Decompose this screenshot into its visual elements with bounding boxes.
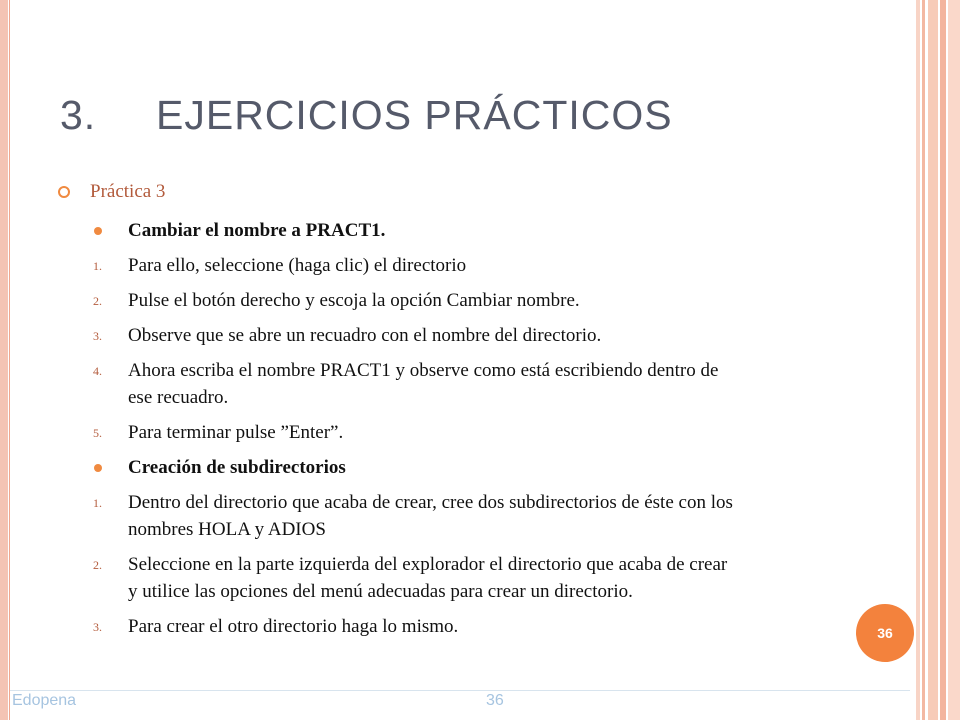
list-item: 1. Para ello, seleccione (haga clic) el directorio: [58, 252, 878, 279]
slide-content: [58, 178, 878, 640]
list-item: 2. Seleccione en la parte izquierda del explorador el directorio que acaba de crear y utilice las opciones del menú adecuadas para crear un directorio.: [93, 554, 728, 602]
list-number: 1.: [93, 259, 102, 273]
list-number: 2.: [93, 558, 102, 572]
footer-page-number: 36: [486, 692, 504, 709]
title-number: 3.: [60, 92, 97, 138]
left-border-decoration: [0, 0, 8, 720]
list-number: 3.: [93, 329, 102, 343]
section-heading-rename: Cambiar el nombre a PRACT1.: [58, 217, 878, 244]
slide-title: [60, 92, 673, 139]
list-number: 1.: [93, 496, 102, 510]
list-item: 4. Ahora escriba el nombre PRACT1 y observe como está escribiendo dentro de ese recuadro.: [93, 360, 719, 408]
list-number: 2.: [93, 294, 102, 308]
right-stripe-decoration: [916, 0, 960, 720]
list-number: 3.: [93, 620, 102, 634]
section-heading-subdirectories: Creación de subdirectorios: [58, 454, 878, 481]
practice-heading-text: Práctica 3: [90, 181, 166, 202]
title-text: EJERCICIOS PRÁCTICOS: [156, 92, 673, 138]
footer-divider: [10, 690, 910, 691]
list-item: 5. Para terminar pulse ”Enter”.: [58, 419, 878, 446]
practice-heading: [58, 178, 878, 206]
list-item: 3. Observe que se abre un recuadro con el nombre del directorio.: [58, 322, 878, 349]
left-border-line: [9, 0, 10, 720]
bullet-dot-icon: [94, 227, 102, 235]
list-number: 5.: [93, 426, 102, 440]
page-number-badge: 36: [856, 604, 914, 662]
list-item: 2. Pulse el botón derecho y escoja la opción Cambiar nombre.: [58, 287, 878, 314]
bullet-dot-icon: [94, 464, 102, 472]
list-number: 4.: [93, 364, 102, 378]
footer-author: Edopena: [12, 692, 77, 709]
circle-bullet-icon: [58, 186, 70, 198]
list-item: 1. Dentro del directorio que acaba de crear, cree dos subdirectorios de éste con los nombres HOLA y ADIOS: [93, 492, 733, 540]
list-item: 3. Para crear el otro directorio haga lo mismo.: [58, 613, 878, 640]
